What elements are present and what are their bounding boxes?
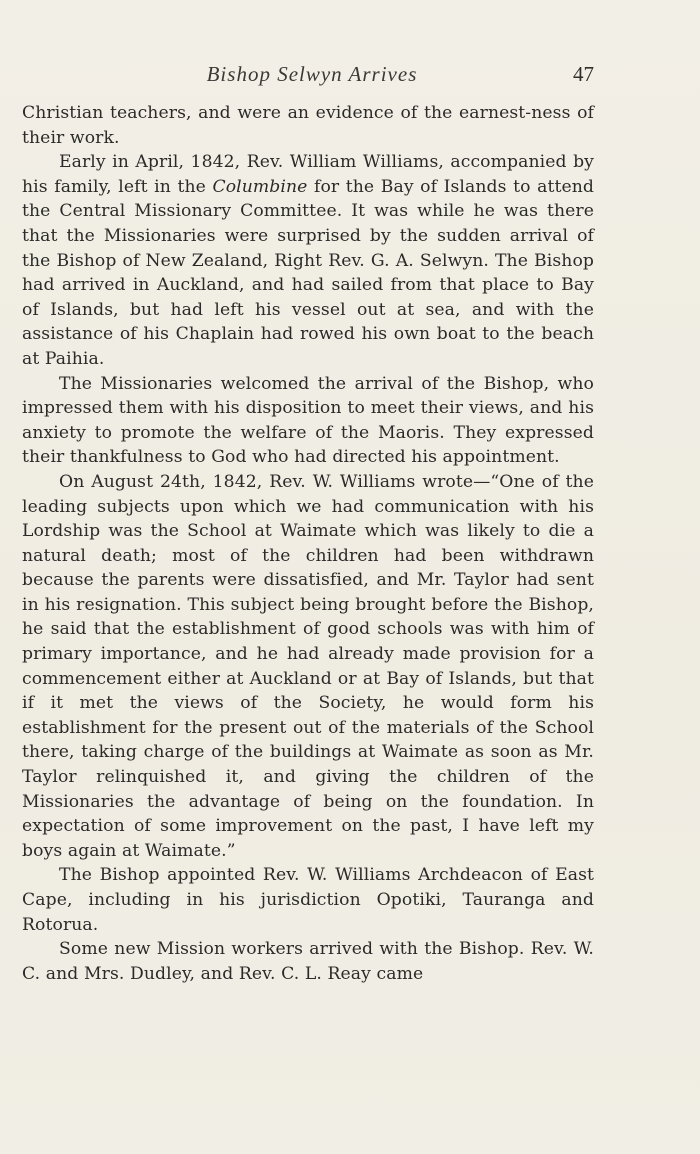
- paragraph-4: On August 24th, 1842, Rev. W. Williams wrote—“One of the leading subjects upon which we had communication with his Lordship was the School at Waimate which was likely to die a natural death; most of the children had been withdrawn because the parents were dissatisfied, and Mr. Taylor had sent in his resignation. This subject being brought before the Bishop, he said that the establishment of good schools was with him of primary importance, and he had already made provision for a commencement either at Auckland or at Bay of Islands, but that if it met the views of the Society, he would form his establishment for the present out of the materials of the School there, taking charge of the buildings at Waimate as soon as Mr. Taylor relinquished it, and giving the children of the Missionaries the advantage of being on the foundation. In expectation of some improvement on the past, I have left my boys again at Waimate.”: [22, 471, 594, 861]
- paragraph-2: [22, 150, 594, 371]
- body-text: [22, 101, 594, 986]
- paragraph-3: The Missionaries welcomed the arrival of the Bishop, who impressed them with his disposition to meet their views, and his anxiety to promote the welfare of the Maoris. They expressed their thankfulness to God who had directed his appointment.: [22, 373, 594, 468]
- paragraph-2-part-2: for the Bay of Islands to attend the Central Missionary Committee. It was while he was there that the Missionaries were surprised by the sudden arrival of the Bishop of New Zealand, Right Rev. G. A. Selwyn. The Bishop had arrived in Auckland, and had sailed from that place to Bay of Islands, but had left his vessel out at sea, and with the assistance of his Chaplain had rowed his own boat to the beach at Paihia.: [22, 176, 595, 369]
- page-number: 47: [573, 62, 594, 86]
- paragraph-1: Christian teachers, and were an evidence of the earnest-ness of their work.: [22, 103, 594, 148]
- paragraph-2-part-1: Early in April, 1842, Rev. William Williams, accompanied by his family, left in the: [22, 152, 594, 197]
- paragraph-5: The Bishop appointed Rev. W. Williams Archdeacon of East Cape, including in his jurisdiction Opotiki, Tauranga and Rotorua.: [22, 865, 594, 935]
- paragraph-6: Some new Mission workers arrived with the Bishop. Rev. W. C. and Mrs. Dudley, and Rev. C. L. Reay came: [22, 939, 594, 984]
- running-head: Bishop Selwyn Arrives: [206, 62, 418, 86]
- ship-name: Columbine: [212, 176, 308, 197]
- page-header: [22, 62, 594, 88]
